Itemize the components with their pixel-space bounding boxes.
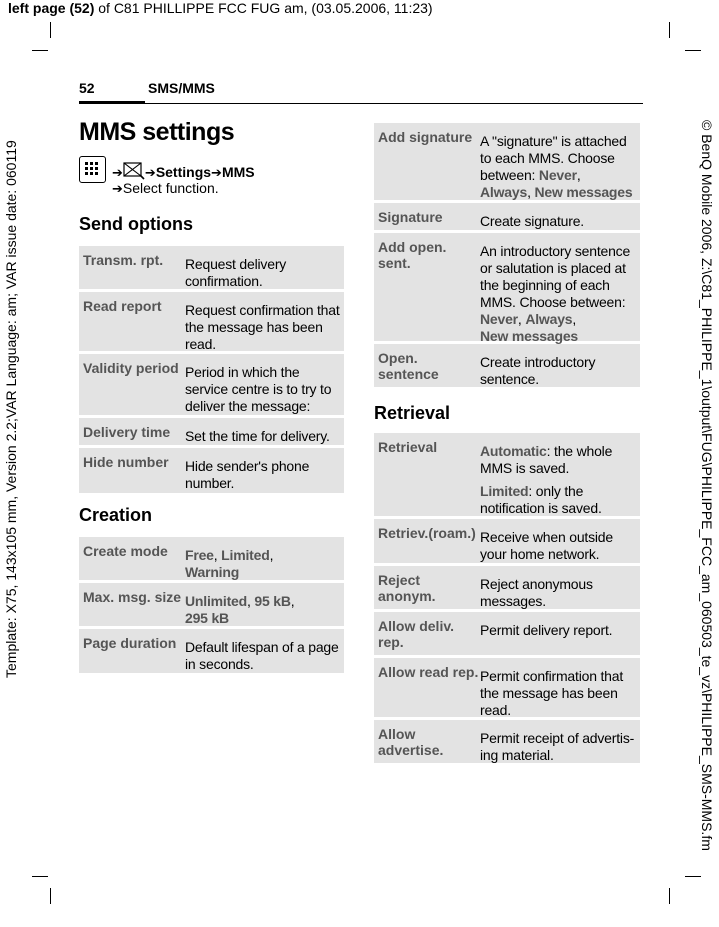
- crop-mark: [685, 50, 701, 51]
- table-row: [374, 233, 640, 344]
- row-value: Hide sender's phone number.: [185, 458, 310, 491]
- arrow-right-icon: ➔: [112, 165, 123, 180]
- table-row: [79, 246, 344, 292]
- table-row: [79, 354, 344, 418]
- table-row: [374, 612, 640, 658]
- arrow-right-icon: ➔: [211, 165, 222, 180]
- row-value: A "signature" is attached to each MMS. Choose between: Never, Always, New messages: [480, 133, 633, 200]
- crop-mark: [50, 888, 51, 904]
- table-row: [374, 519, 640, 566]
- send-options-table: [79, 246, 344, 496]
- row-value: Create introductory sentence.: [480, 354, 596, 387]
- row-value: Reject anonymous messages.: [480, 576, 593, 609]
- template-info: Template: X75, 143x105 mm, Version 2.2;VAR Language: am; VAR issue date: 060119: [3, 140, 19, 678]
- print-header-page: left page (52): [8, 0, 95, 16]
- row-value: Default lifespan of a page in seconds.: [185, 639, 339, 672]
- table-row: [374, 433, 640, 519]
- row-value: Permit delivery report.: [480, 622, 613, 638]
- row-key: Delivery time: [83, 424, 171, 440]
- row-value: Request delivery confirmation.: [185, 256, 287, 289]
- envelope-icon: [123, 162, 145, 178]
- print-header: [8, 0, 433, 16]
- row-value: An introductory sentence or salutation is placed at the beginning of each MMS. Choose between: Never, Always, New messages: [480, 243, 631, 344]
- print-header-info: of C81 PHILLIPPE FCC FUG am, (03.05.2006, 11:23): [94, 0, 433, 16]
- table-row: [374, 344, 640, 390]
- copyright-info: © BenQ Mobile 2006, Z:\C81_PHILIPPE_1\output\FUG\PHILIPPE_FCC_am_060503_te_vz\PHILIPPE_SMS-MMS.fm: [699, 120, 715, 851]
- heading-creation: Creation: [79, 505, 153, 525]
- crop-mark: [669, 22, 670, 38]
- row-value: Create signature.: [480, 213, 584, 229]
- nav-path: [112, 162, 255, 181]
- table-row: [79, 292, 344, 354]
- table-row: [374, 203, 640, 233]
- row-key: Allow read rep.: [378, 664, 479, 680]
- row-value: Permit receipt of advertis-ing material.: [480, 730, 635, 763]
- heading-retrieval: Retrieval: [374, 403, 451, 423]
- page-title: MMS settings: [79, 118, 235, 146]
- row-value: Permit confirmation that the message has been read.: [480, 668, 624, 718]
- header-rule-thick: [79, 101, 145, 104]
- row-value: Receive when outside your home network.: [480, 529, 613, 562]
- table-row: [79, 448, 344, 496]
- table-row: [79, 583, 344, 629]
- table-row: [374, 658, 640, 720]
- page-number: 52: [79, 80, 95, 96]
- row-value: Set the time for delivery.: [185, 428, 330, 444]
- crop-mark: [32, 876, 48, 877]
- row-key: Retriev.(roam.): [378, 525, 476, 541]
- section-title: SMS/MMS: [148, 80, 215, 96]
- row-value: Request confirmation that the message has been read.: [185, 302, 340, 352]
- row-key: Allow advertise.: [378, 726, 444, 758]
- nav-settings: Settings: [155, 164, 212, 180]
- header-rule: [145, 103, 643, 104]
- retrieval-table: [374, 433, 640, 766]
- row-key: Max. msg. size: [83, 589, 182, 605]
- row-key: Validity period: [83, 360, 179, 376]
- table-row: [79, 629, 344, 676]
- row-key: Allow deliv. rep.: [378, 618, 454, 650]
- arrow-right-icon: ➔: [144, 165, 156, 180]
- heading-send-options: Send options: [79, 214, 193, 234]
- row-key: Open. sentence: [378, 350, 439, 382]
- row-key: Transm. rpt.: [83, 252, 164, 268]
- row-value: Free, Limited, Warning: [185, 547, 274, 580]
- row-key: Signature: [378, 209, 443, 225]
- row-key: Add open. sent.: [378, 239, 447, 271]
- row-key: Create mode: [83, 543, 168, 559]
- table-row: [79, 537, 344, 583]
- menu-grid-icon: [79, 156, 106, 183]
- row-key: Hide number: [83, 454, 169, 470]
- nav-select-function: Select function.: [122, 180, 219, 196]
- crop-mark: [32, 50, 48, 51]
- row-key: Retrieval: [378, 439, 438, 455]
- row-value: Unlimited, 95 kB, 295 kB: [185, 593, 295, 626]
- crop-mark: [669, 888, 670, 904]
- table-row: [374, 566, 640, 612]
- crop-mark: [685, 876, 701, 877]
- table-row: [374, 123, 640, 203]
- row-key: Reject anonym.: [378, 572, 436, 604]
- table-row: [374, 720, 640, 766]
- row-key: Add signature: [378, 129, 473, 145]
- nav-path-step: [112, 180, 219, 197]
- nav-mms: MMS: [221, 164, 255, 180]
- table-row: [79, 418, 344, 448]
- crop-mark: [50, 22, 51, 38]
- signature-table: [374, 123, 640, 390]
- row-value: Automatic: the whole MMS is saved. Limited: only the notification is saved.: [480, 443, 613, 516]
- row-key: Page duration: [83, 635, 177, 651]
- row-value: Period in which the service centre is to try to deliver the message:: [185, 364, 332, 414]
- creation-table: [79, 537, 344, 676]
- arrow-right-icon: ➔: [112, 181, 123, 196]
- row-key: Read report: [83, 298, 162, 314]
